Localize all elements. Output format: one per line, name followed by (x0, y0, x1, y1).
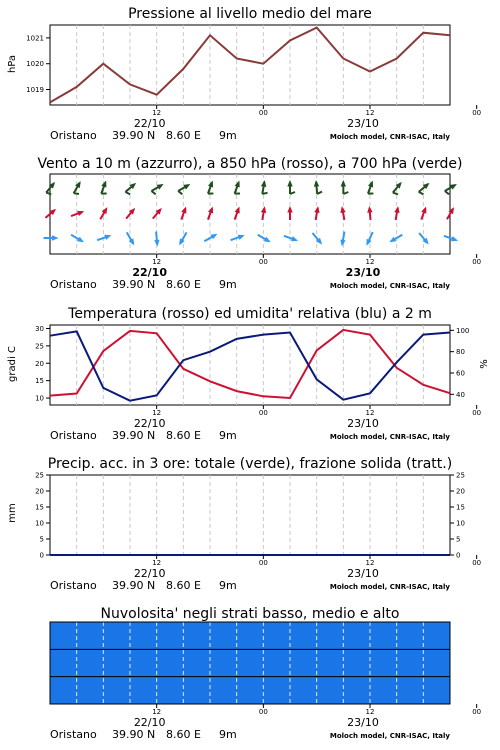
pressure-station-lat: 39.90 N (112, 129, 156, 142)
temperature-xtick-label: 00 (258, 409, 268, 417)
precipitation-ytick-label: 25 (35, 471, 44, 480)
temperature-station-name: Oristano (50, 429, 97, 442)
temperature-ytick-label: 20 (35, 359, 44, 368)
cloud-station-lon: 8.60 E (166, 728, 201, 741)
wind-xtick-label: 12 (365, 258, 375, 266)
humidity-ylabel: % (479, 359, 490, 369)
precipitation-date-label: 23/10 (347, 567, 379, 580)
temperature-xtick-label: 00 (472, 409, 482, 417)
cloud-panel (50, 606, 481, 741)
wind-xtick-label: 00 (472, 258, 482, 266)
cloud-station-name: Oristano (50, 728, 97, 741)
cloud-background (50, 622, 450, 704)
precipitation-plot (35, 472, 481, 593)
pressure-station-elev: 9m (219, 129, 237, 142)
wind-station-lon: 8.60 E (166, 278, 201, 291)
precipitation-right-ytick-label: 25 (456, 471, 465, 480)
temperature-station-lon: 8.60 E (166, 429, 201, 442)
cloud-title: Nuvolosita' negli strati basso, medio e alto (100, 606, 400, 622)
wind-arrow-head (451, 236, 458, 241)
precipitation-xtick-label: 12 (152, 559, 162, 567)
precipitation-panel (7, 456, 481, 592)
temperature-panel (7, 306, 490, 442)
pressure-frame (50, 25, 450, 105)
cloud-date-label: 23/10 (347, 716, 379, 729)
precipitation-right-ytick-label: 5 (456, 535, 461, 544)
temperature-xtick-label: 12 (152, 409, 162, 417)
precipitation-xtick-label: 00 (472, 559, 482, 567)
pressure-date-label: 22/10 (133, 117, 166, 130)
temperature-xtick-label: 12 (365, 409, 375, 417)
humidity-ytick-label: 40 (456, 390, 465, 399)
precipitation-date-label: 22/10 (133, 567, 166, 580)
temperature-ytick-label: 25 (35, 342, 44, 351)
pressure-ytick-label: 1021 (26, 34, 44, 43)
pressure-station-name: Oristano (50, 129, 97, 142)
pressure-ytick-label: 1019 (26, 86, 44, 95)
temperature-title: Temperatura (rosso) ed umidita' relativa (blu) a 2 m (68, 306, 432, 322)
precipitation-title: Precip. acc. in 3 ore: totale (verde), frazione solida (tratt.) (47, 456, 453, 472)
wind-credit: Moloch model, CNR-ISAC, Italy (329, 282, 450, 290)
temperature-date-label: 22/10 (133, 417, 166, 430)
pressure-xtick-label: 00 (472, 109, 482, 117)
wind-station-elev: 9m (219, 278, 237, 291)
pressure-panel (7, 6, 481, 142)
temperature-ytick-label: 10 (35, 394, 44, 403)
precipitation-right-ytick-label: 20 (456, 487, 465, 496)
pressure-credit: Moloch model, CNR-ISAC, Italy (329, 133, 450, 141)
wind-station-lat: 39.90 N (112, 278, 156, 291)
precipitation-station-name: Oristano (50, 579, 97, 592)
cloud-xtick-label: 12 (152, 708, 162, 716)
pressure-plot (26, 25, 481, 142)
precipitation-station-lat: 39.90 N (112, 579, 156, 592)
temperature-ytick-label: 15 (35, 377, 44, 386)
humidity-ytick-label: 100 (456, 326, 470, 335)
wind-date-label: 23/10 (345, 266, 381, 279)
pressure-station-lon: 8.60 E (166, 129, 201, 142)
wind-xtick-label: 00 (258, 258, 268, 266)
precipitation-ytick-label: 20 (35, 487, 44, 496)
precipitation-credit: Moloch model, CNR-ISAC, Italy (329, 583, 450, 591)
cloud-station-elev: 9m (219, 728, 237, 741)
wind-date-label: 22/10 (132, 266, 167, 279)
pressure-ylabel: hPa (7, 54, 18, 74)
wind-xtick-label: 12 (152, 258, 162, 266)
precipitation-station-elev: 9m (219, 579, 237, 592)
precipitation-right-ytick-label: 10 (456, 519, 465, 528)
precipitation-ytick-label: 5 (39, 535, 44, 544)
precipitation-ylabel: mm (7, 503, 18, 523)
pressure-xtick-label: 00 (258, 109, 268, 117)
humidity-ytick-label: 80 (456, 348, 465, 357)
pressure-title: Pressione al livello medio del mare (128, 6, 372, 22)
wind-panel (37, 156, 481, 291)
wind-title: Vento a 10 m (azzurro), a 850 hPa (rosso), a 700 hPa (verde) (37, 156, 463, 172)
pressure-xtick-label: 12 (365, 109, 375, 117)
humidity-ytick-label: 60 (456, 369, 465, 378)
temperature-date-label: 23/10 (347, 417, 379, 430)
precipitation-xtick-label: 12 (365, 559, 375, 567)
precipitation-ytick-label: 0 (39, 551, 44, 560)
precipitation-xtick-label: 00 (258, 559, 268, 567)
temperature-ytick-label: 30 (35, 324, 44, 333)
precipitation-right-ytick-label: 0 (456, 551, 461, 560)
cloud-xtick-label: 12 (365, 708, 375, 716)
precipitation-frame (50, 475, 450, 555)
cloud-xtick-label: 00 (472, 708, 482, 716)
cloud-xtick-label: 00 (258, 708, 268, 716)
wind-barb-tick (262, 193, 267, 194)
wind-plot (44, 174, 482, 291)
pressure-xtick-label: 12 (152, 109, 162, 117)
wind-station-name: Oristano (50, 278, 97, 291)
precipitation-station-lon: 8.60 E (166, 579, 201, 592)
cloud-date-label: 22/10 (133, 716, 166, 729)
wind-barb-tick (74, 193, 79, 194)
cloud-credit: Moloch model, CNR-ISAC, Italy (329, 732, 450, 740)
precipitation-ytick-label: 15 (35, 503, 44, 512)
temperature-station-lat: 39.90 N (112, 429, 156, 442)
precipitation-right-ytick-label: 15 (456, 503, 465, 512)
temperature-plot (35, 325, 481, 442)
pressure-ytick-label: 1020 (26, 60, 44, 69)
cloud-plot (50, 622, 481, 741)
precipitation-ytick-label: 10 (35, 519, 44, 528)
temperature-station-elev: 9m (219, 429, 237, 442)
temperature-credit: Moloch model, CNR-ISAC, Italy (329, 433, 450, 441)
cloud-station-lat: 39.90 N (112, 728, 156, 741)
pressure-date-label: 23/10 (347, 117, 379, 130)
temperature-ylabel: gradi C (7, 346, 18, 382)
